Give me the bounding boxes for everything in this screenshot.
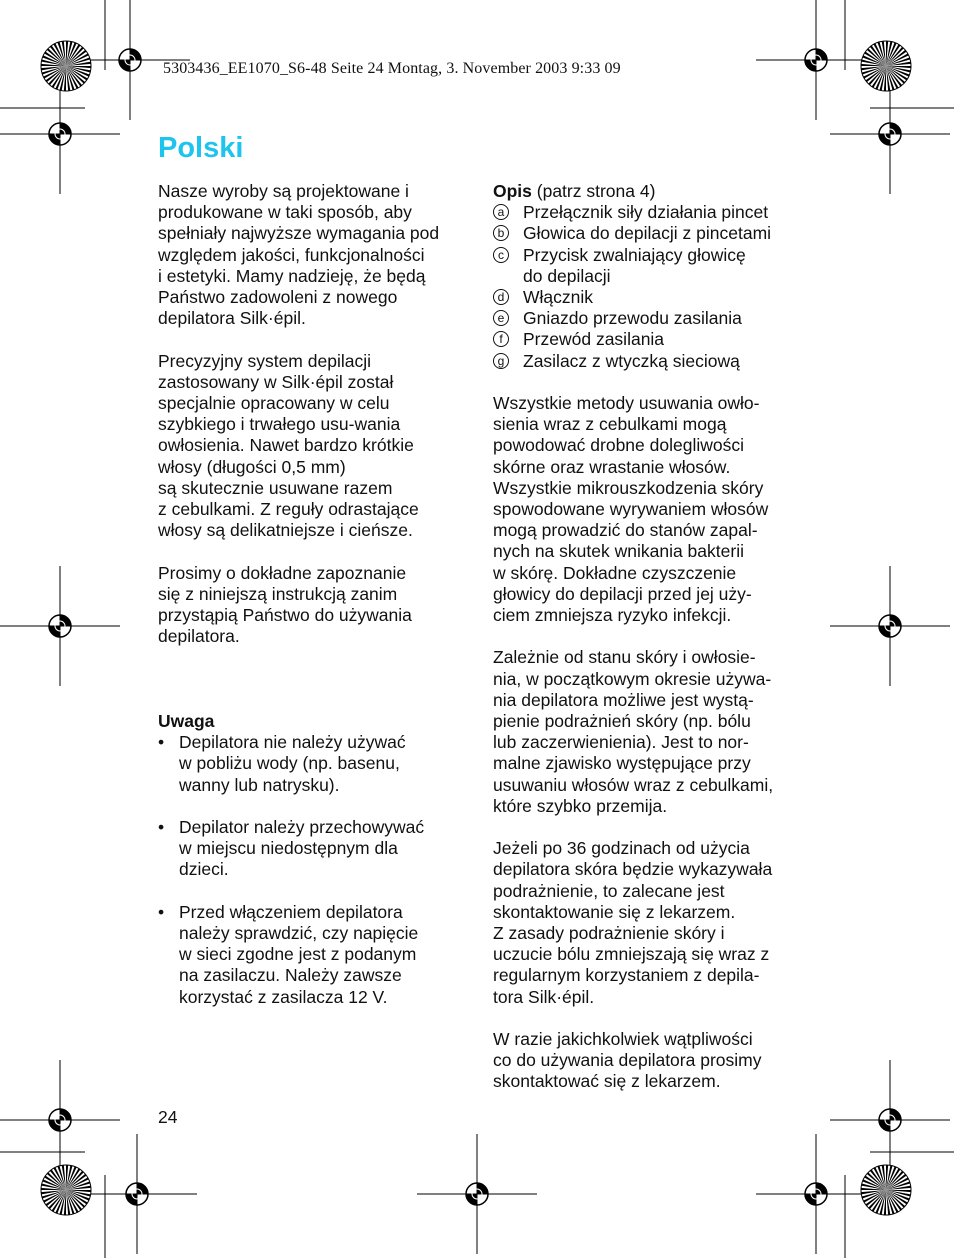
part-item [493, 287, 803, 308]
caution-line: w pobliżu wody (np. basenu, [179, 753, 400, 774]
part-item [493, 329, 803, 350]
system-paragraph [158, 351, 458, 542]
circled-letter-icon: f [493, 331, 509, 347]
caution-line: Depilatora nie należy używać [179, 732, 406, 753]
intro-paragraph [158, 181, 458, 329]
text-line: depilatora Silk·épil. [158, 308, 306, 329]
part-item [493, 245, 803, 266]
caution-line: dzieci. [179, 859, 229, 880]
circled-letter-icon: a [493, 204, 509, 220]
text-line: które szybko przemija. [493, 795, 668, 816]
text-line: regularnym korzystaniem z depila- [493, 965, 760, 986]
starburst-mark [41, 1165, 91, 1215]
text-line: skontaktowanie się z lekarzem. [493, 901, 736, 922]
circled-letter-icon: g [493, 353, 509, 369]
caution-line: korzystać z zasilacza 12 V. [179, 986, 388, 1007]
bullet-icon: • [158, 901, 165, 922]
caution-list [158, 732, 458, 1008]
text-line: mogą prowadzić do stanów zapal- [493, 520, 758, 541]
crosshair-mark [830, 1060, 950, 1180]
read-paragraph [158, 563, 458, 648]
text-line: z cebulkami. Z reguły odrastające [158, 499, 419, 520]
crosshair-mark [756, 0, 876, 120]
text-line: Prosimy o dokładne zapoznanie [158, 562, 407, 583]
text-line: Wszystkie metody usuwania owło- [493, 393, 760, 414]
circled-letter-icon: e [493, 310, 509, 326]
part-label: Przewód zasilania [523, 329, 665, 350]
part-item [493, 266, 803, 287]
text-line: spowodowane wyrywaniem włosów [493, 499, 769, 520]
hours-paragraph [493, 838, 803, 1008]
text-line: usuwaniu włosów wraz z cebulkami, [493, 774, 774, 795]
caution-line: należy sprawdzić, czy napięcie [179, 923, 419, 943]
text-line: owłosienia. Nawet bardzo krótkie [158, 435, 414, 456]
text-line: nych na skutek wnikania bakterii [493, 541, 744, 562]
part-label: do depilacji [523, 265, 611, 286]
caution-heading: Uwaga [158, 711, 215, 731]
bullet-icon: • [158, 817, 165, 837]
starburst-mark [861, 41, 911, 91]
parts-heading [493, 181, 803, 202]
text-line: włosy (długości 0,5 mm) [158, 456, 346, 477]
text-line: Precyzyjny system depilacji [158, 350, 371, 371]
caution-item [158, 817, 458, 881]
page-number: 24 [158, 1107, 178, 1127]
caution-item [158, 902, 458, 1008]
text-line: szybkiego i trwałego usu-wania [158, 414, 401, 435]
part-label: Przełącznik siły działania pincet [523, 202, 769, 223]
crosshair-mark [0, 74, 120, 194]
right-column [493, 181, 803, 1093]
caution-line: Przed włączeniem depilatora [179, 901, 403, 922]
text-line: w skórę. Dokładne czyszczenie [493, 562, 737, 583]
part-label: Gniazdo przewodu zasilania [523, 308, 742, 329]
text-line: i estetyki. Mamy nadzieję, że będą [158, 265, 426, 286]
text-line: Zależnie od stanu skóry i owłosie- [493, 647, 756, 668]
text-line: się z niniejszą instrukcją zanim [158, 583, 398, 604]
text-line: względem jakości, funkcjonalności [158, 244, 425, 265]
circled-letter-icon: b [493, 225, 509, 241]
text-line: zastosowany w Silk·épil został [158, 371, 394, 392]
circled-letter-icon: d [493, 289, 509, 305]
circled-letter-icon: c [493, 247, 509, 263]
crosshair-mark [0, 1060, 120, 1180]
text-line: podrażnienie, to zalecane jest [493, 880, 725, 901]
opis-label: Opis [493, 181, 532, 201]
caution-line: na zasilaczu. Należy zawsze [179, 965, 402, 986]
text-line: sienia wraz z cebulkami mogą [493, 414, 727, 435]
part-label: Włącznik [523, 287, 594, 308]
text-line: skontaktować się z lekarzem. [493, 1071, 721, 1092]
caution-line: wanny lub natrysku). [179, 774, 340, 795]
page-title: Polski [158, 132, 244, 164]
skin-paragraph [493, 647, 803, 817]
text-line: są skutecznie usuwane razem [158, 477, 393, 498]
part-item [493, 308, 803, 329]
caution-line: w miejscu niedostępnym dla [179, 838, 398, 859]
caution-line: w sieci zgodne jest z podanym [179, 944, 417, 965]
methods-paragraph [493, 393, 803, 626]
bullet-icon: • [158, 732, 165, 753]
opis-suffix: (patrz strona 4) [531, 181, 656, 201]
text-line: Państwo zadowoleni z nowego [158, 287, 398, 308]
part-item [493, 223, 803, 244]
text-line: specjalnie opracowany w celu [158, 393, 390, 414]
crosshair-mark [830, 566, 950, 686]
text-line: depilatora skóra będzie wykazywała [493, 859, 773, 880]
text-line: Jeżeli po 36 godzinach od użycia [493, 838, 750, 859]
text-line: nia depilatora możliwe jest wystą- [493, 689, 754, 710]
text-line: przystąpią Państwo do używania [158, 605, 412, 626]
part-label: Głowica do depilacji z pincetami [523, 223, 772, 244]
text-line: malne zjawisko występujące przy [493, 753, 751, 774]
starburst-mark [861, 1165, 911, 1215]
crosshair-mark [77, 1134, 197, 1254]
caution-item [158, 732, 458, 796]
part-item [493, 202, 803, 223]
crosshair-mark [417, 1134, 537, 1254]
left-column [158, 181, 458, 1008]
text-line: skórne oraz wrastanie włosów. [493, 456, 731, 477]
text-line: co do używania depilatora prosimy [493, 1050, 762, 1071]
text-line: tora Silk·épil. [493, 986, 595, 1007]
text-line: W razie jakichkolwiek wątpliwości [493, 1029, 753, 1050]
text-line: pienie podrażnień skóry (np. bólu [493, 711, 751, 732]
part-label: Przycisk zwalniający głowicę [523, 244, 746, 265]
part-label: Zasilacz z wtyczką sieciową [523, 350, 740, 371]
text-line: ciem zmniejsza ryzyko infekcji. [493, 605, 732, 626]
text-line: Z zasady podrażnienie skóry i [493, 923, 725, 944]
caution-line: Depilator należy przechowywać [179, 817, 425, 837]
crosshair-mark [0, 566, 120, 686]
text-line: Wszystkie mikrouszkodzenia skóry [493, 477, 764, 498]
part-item [493, 351, 803, 372]
parts-list [493, 202, 803, 372]
text-line: produkowane w taki sposób, aby [158, 202, 412, 223]
print-header: 5303436_EE1070_S6-48 Seite 24 Montag, 3. November 2003 9:33 09 [163, 60, 621, 77]
crosshair-mark [756, 1134, 876, 1254]
text-line: lub zaczerwienienia). Jest to nor- [493, 732, 749, 753]
text-line: włosy są delikatniejsze i cieńsze. [158, 520, 413, 541]
doubt-paragraph [493, 1029, 803, 1093]
text-line: powodować drobne dolegliwości [493, 435, 744, 456]
text-line: depilatora. [158, 626, 240, 647]
starburst-mark [41, 41, 91, 91]
text-line: spełniały najwyższe wymagania pod [158, 223, 440, 244]
crosshair-mark [830, 74, 950, 194]
text-line: Nasze wyroby są projektowane i [158, 181, 409, 201]
text-line: nia, w początkowym okresie używa- [493, 668, 772, 689]
text-line: uczucie bólu zmniejszają się wraz z [493, 944, 770, 965]
text-line: głowicy do depilacji przed jej uży- [493, 583, 752, 604]
